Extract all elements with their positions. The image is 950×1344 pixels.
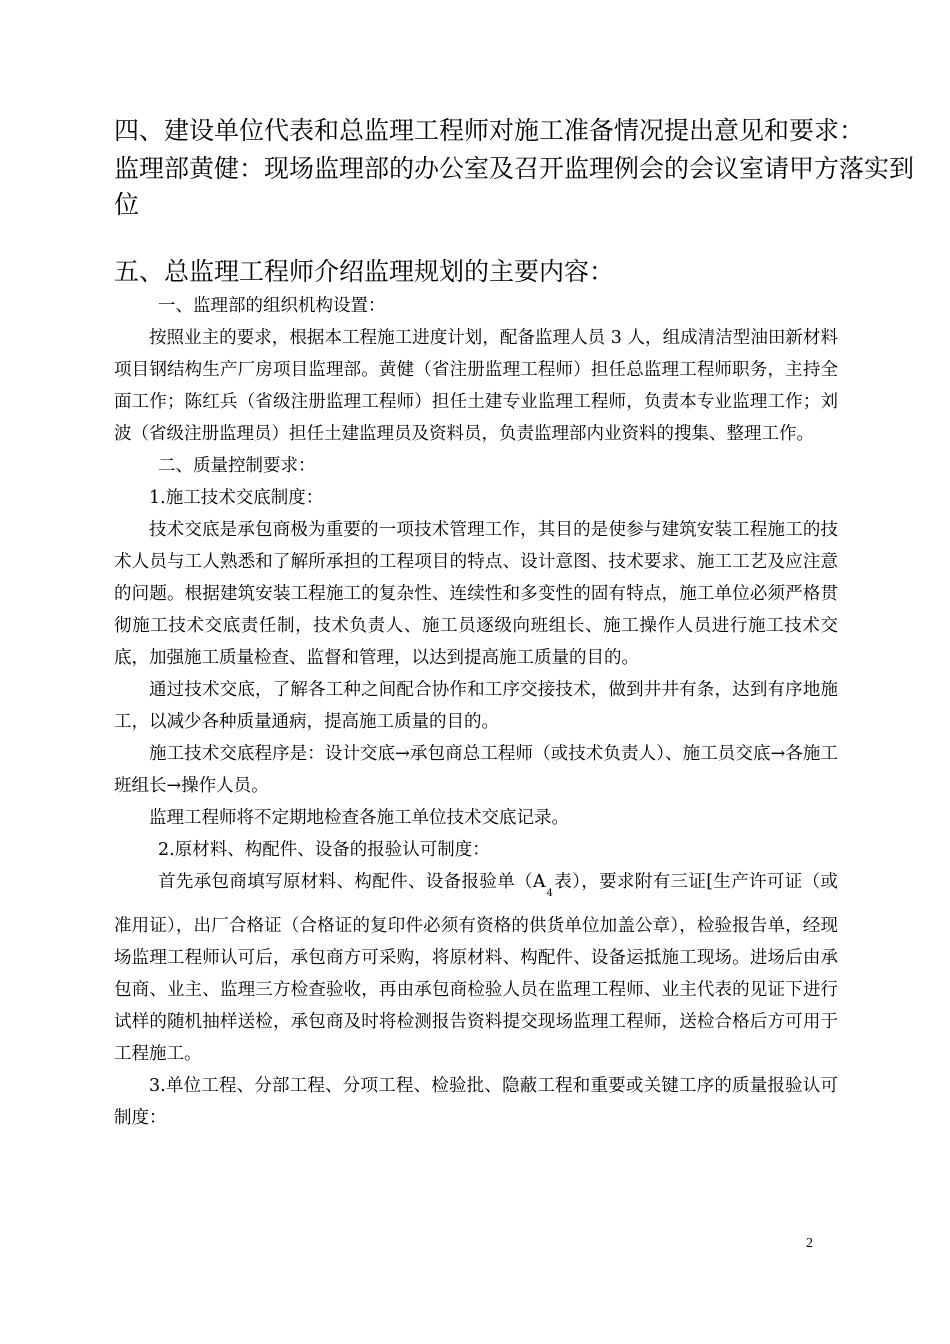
item3-title: 3.单位工程、分部工程、分项工程、检验批、隐蔽工程和重要或关键工序的质量报验认可制度： (114, 1076, 838, 1128)
quality-title: 二、质量控制要求： (158, 456, 316, 476)
item2-paragraph (114, 866, 838, 1070)
body-text (114, 290, 838, 1134)
section5-heading: 五、总监理工程师介绍监理规划的主要内容： (114, 257, 615, 286)
item1-paragraph-1: 技术交底是承包商极为重要的一项技术管理工作，其目的是使参与建筑安装工程施工的技术人员与工人熟悉和了解所承担的工程项目的特点、设计意图、技术要求、施工工艺及应注意的问题。根据建筑安装工程施工的复杂性、连续性和多变性的固有特点，施工单位必须严格贯彻施工技术交底责任制，技术负责人、施工员逐级向班组长、施工操作人员进行施工技术交底，加强施工质量检查、监督和管理，以达到提高施工质量的目的。 (114, 520, 838, 668)
page-number: 2 (806, 1236, 813, 1251)
org-paragraph: 按照业主的要求，根据本工程施工进度计划，配备监理人员 3 人，组成清洁型油田新材料项目钢结构生产厂房项目监理部。黄健（省注册监理工程师）担任总监理工程师职务，主持全面工作；陈红兵（省级注册监理工程师）担任土建专业监理工程师，负责本专业监理工作；刘波（省级注册监理员）担任土建监理员及资料员，负责监理部内业资料的搜集、整理工作。 (114, 328, 838, 444)
item2-title: 2.原材料、构配件、设备的报验认可制度： (158, 840, 490, 860)
org-title: 一、监理部的组织机构设置： (158, 296, 386, 316)
item2-text-b: 表），要求附有三证[生产许可证（或准用证），出厂合格证（合格证的复印件必须有资格的供货单位加盖公章），检验报告单，经现场监理工程师认可后，承包商方可采购，将原材料、构配件、设备运抵施工现场。进场后由承包商、业主、监理三方检查验收，再由承包商检验人员在监理工程师、业主代表的见证下进行试样的随机抽样送检，承包商及时将检测报告资料提交现场监理工程师，送检合格后方可用于工程施工。 (114, 872, 838, 1064)
item1-paragraph-3: 施工技术交底程序是：设计交底→承包商总工程师（或技术负责人）、施工员交底→各施工班组长→操作人员。 (114, 744, 838, 796)
section4-heading: 四、建设单位代表和总监理工程师对施工准备情况提出意见和要求： (114, 116, 865, 145)
item1-paragraph-2: 通过技术交底，了解各工种之间配合协作和工序交接技术，做到井井有条，达到有序地施工，以减少各种质量通病，提高施工质量的目的。 (114, 680, 838, 732)
item2-text-a: 首先承包商填写原材料、构配件、设备报验单（A (158, 872, 546, 892)
section4-line3: 位 (114, 190, 140, 219)
item2-subscript: 4 (546, 888, 553, 899)
item1-paragraph-4: 监理工程师将不定期地检查各施工单位技术交底记录。 (149, 808, 569, 828)
item1-title: 1.施工技术交底制度： (149, 488, 324, 508)
section4-line2: 监理部黄健：现场监理部的办公室及召开监理例会的会议室请甲方落实到 (114, 154, 915, 183)
